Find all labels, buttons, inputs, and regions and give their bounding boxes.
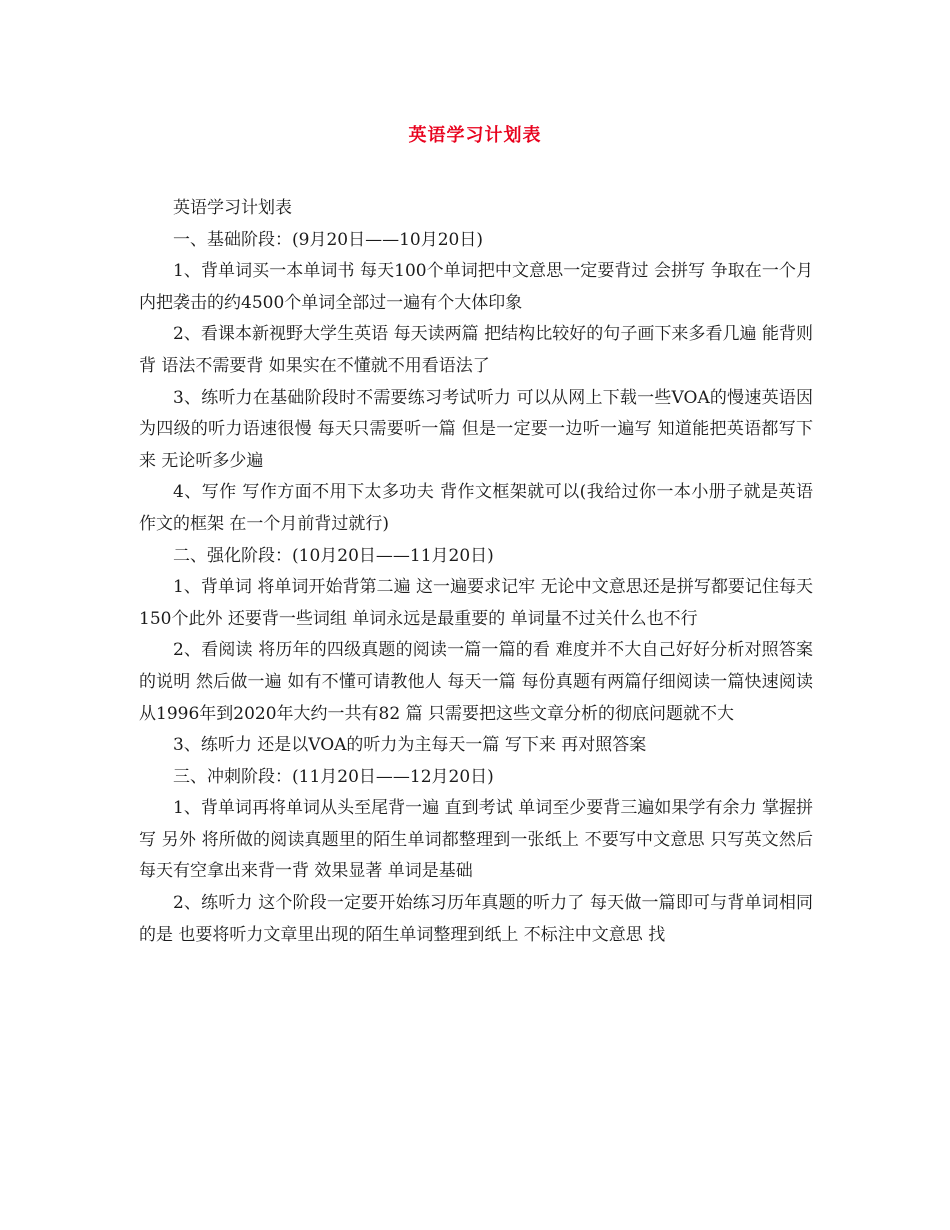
paragraph: 2、练听力 这个阶段一定要开始练习历年真题的听力了 每天做一篇即可与背单词相同的是 也要将听力文章里出现的陌生单词整理到纸上 不标注中文意思 找 [139, 893, 813, 945]
paragraph: 3、练听力在基础阶段时不需要练习考试听力 可以从网上下载一些VOA的慢速英语因为四级的听力语速很慢 每天只需要听一篇 但是一定要一边听一遍写 知道能把英语都写下来 无论听多少遍 [139, 387, 813, 471]
paragraph: 1、背单词 将单词开始背第二遍 这一遍要求记牢 无论中文意思还是拼写都要记住每天150个此外 还要背一些词组 单词永远是最重要的 单词量不过关什么也不行 [139, 577, 813, 629]
paragraph: 英语学习计划表 [173, 198, 292, 218]
document-title: 英语学习计划表 [408, 125, 542, 146]
paragraph: 1、背单词再将单词从头至尾背一遍 直到考试 单词至少要背三遍如果学有余力 掌握拼写 另外 将所做的阅读真题里的陌生单词都整理到一张纸上 不要写中文意思 只写英文然后每天有空拿出来背一背 效果显著 单词是基础 [139, 798, 813, 882]
paragraph: 3、练听力 还是以VOA的听力为主每天一篇 写下来 再对照答案 [173, 735, 647, 756]
section-heading: 一、基础阶段：(9月20日——10月20日) [173, 229, 483, 250]
section-heading: 三、冲刺阶段：(11月20日——12月20日) [173, 766, 494, 787]
paragraph: 2、看阅读 将历年的四级真题的阅读一篇一篇的看 难度并不大自己好好分析对照答案的说明 然后做一遍 如有不懂可请教他人 每天一篇 每份真题有两篇仔细阅读一篇快速阅读 从1996年到2020年大约一共有82 篇 只需要把这些文章分析的彻底问题就不大 [139, 640, 813, 724]
paragraph: 1、背单词买一本单词书 每天100个单词把中文意思一定要背过 会拼写 争取在一个月内把袭击的约4500个单词全部过一遍有个大体印象 [139, 261, 813, 313]
document-body [139, 193, 813, 951]
paragraph: 2、看课本新视野大学生英语 每天读两篇 把结构比较好的句子画下来多看几遍 能背则背 语法不需要背 如果实在不懂就不用看语法了 [139, 324, 813, 376]
section-heading: 二、强化阶段：(10月20日——11月20日) [173, 545, 494, 566]
paragraph: 4、写作 写作方面不用下太多功夫 背作文框架就可以(我给过你一本小册子就是英语作文的框架 在一个月前背过就行) [139, 482, 813, 534]
